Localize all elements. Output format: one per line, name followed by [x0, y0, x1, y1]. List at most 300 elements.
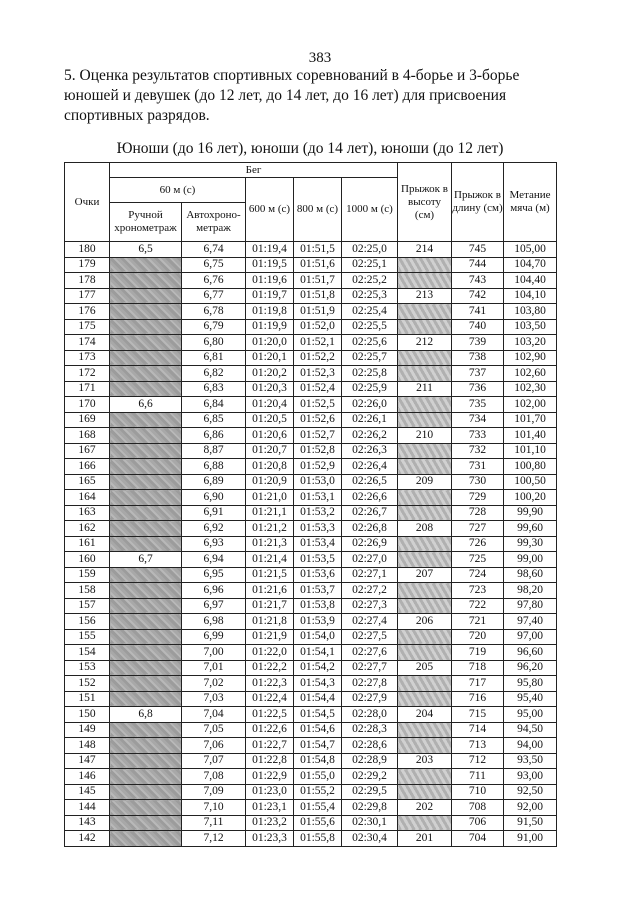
ball-throw-cell: 94,50	[504, 722, 557, 738]
high-jump-cell: 211	[398, 381, 452, 397]
time-1000m-cell: 02:26,8	[342, 521, 398, 537]
points-cell: 146	[65, 769, 110, 785]
ball-throw-cell: 102,30	[504, 381, 557, 397]
time-1000m-cell: 02:27,6	[342, 645, 398, 661]
long-jump-cell: 711	[452, 769, 504, 785]
time-600m-cell: 01:21,0	[246, 490, 294, 506]
high-jump-cell: 212	[398, 335, 452, 351]
points-cell: 162	[65, 521, 110, 537]
table-row	[65, 521, 557, 537]
time-800m-cell: 01:55,2	[294, 784, 342, 800]
auto-time-cell: 6,89	[182, 474, 246, 490]
auto-time-cell: 6,86	[182, 428, 246, 444]
time-600m-cell: 01:20,7	[246, 443, 294, 459]
time-600m-cell: 01:23,1	[246, 800, 294, 816]
long-jump-cell: 714	[452, 722, 504, 738]
time-800m-cell: 01:52,2	[294, 350, 342, 366]
time-800m-cell: 01:53,3	[294, 521, 342, 537]
auto-time-cell: 6,78	[182, 304, 246, 320]
long-jump-cell: 729	[452, 490, 504, 506]
long-jump-cell: 733	[452, 428, 504, 444]
time-1000m-cell: 02:26,5	[342, 474, 398, 490]
manual-time-cell	[110, 304, 182, 320]
long-jump-cell: 727	[452, 521, 504, 537]
points-cell: 159	[65, 567, 110, 583]
time-800m-cell: 01:51,5	[294, 242, 342, 258]
long-jump-cell: 737	[452, 366, 504, 382]
high-jump-cell	[398, 738, 452, 754]
manual-time-cell	[110, 660, 182, 676]
time-600m-cell: 01:20,1	[246, 350, 294, 366]
manual-time-cell	[110, 676, 182, 692]
auto-time-cell: 7,06	[182, 738, 246, 754]
ball-throw-cell: 103,20	[504, 335, 557, 351]
header-1000m: 1000 м (с)	[342, 178, 398, 242]
time-1000m-cell: 02:25,9	[342, 381, 398, 397]
auto-time-cell: 6,99	[182, 629, 246, 645]
manual-time-cell	[110, 645, 182, 661]
points-cell: 165	[65, 474, 110, 490]
points-cell: 171	[65, 381, 110, 397]
time-1000m-cell: 02:25,5	[342, 319, 398, 335]
time-1000m-cell: 02:27,5	[342, 629, 398, 645]
ball-throw-cell: 101,40	[504, 428, 557, 444]
auto-time-cell: 7,01	[182, 660, 246, 676]
table-row	[65, 319, 557, 335]
time-800m-cell: 01:55,4	[294, 800, 342, 816]
high-jump-cell: 210	[398, 428, 452, 444]
ball-throw-cell: 103,50	[504, 319, 557, 335]
time-800m-cell: 01:54,3	[294, 676, 342, 692]
time-1000m-cell: 02:29,8	[342, 800, 398, 816]
points-cell: 156	[65, 614, 110, 630]
high-jump-cell	[398, 583, 452, 599]
long-jump-cell: 735	[452, 397, 504, 413]
auto-time-cell: 6,83	[182, 381, 246, 397]
ball-throw-cell: 95,40	[504, 691, 557, 707]
ball-throw-cell: 96,20	[504, 660, 557, 676]
long-jump-cell: 742	[452, 288, 504, 304]
manual-time-cell	[110, 428, 182, 444]
table-row	[65, 769, 557, 785]
table-row	[65, 397, 557, 413]
time-800m-cell: 01:53,0	[294, 474, 342, 490]
table-row	[65, 629, 557, 645]
auto-time-cell: 6,75	[182, 257, 246, 273]
high-jump-cell: 207	[398, 567, 452, 583]
time-800m-cell: 01:53,2	[294, 505, 342, 521]
time-1000m-cell: 02:25,7	[342, 350, 398, 366]
manual-time-cell	[110, 769, 182, 785]
points-cell: 168	[65, 428, 110, 444]
manual-time-cell	[110, 381, 182, 397]
points-cell: 179	[65, 257, 110, 273]
time-1000m-cell: 02:26,9	[342, 536, 398, 552]
header-auto-timing: Автохроно-метраж	[182, 203, 246, 242]
time-800m-cell: 01:52,8	[294, 443, 342, 459]
points-cell: 169	[65, 412, 110, 428]
time-1000m-cell: 02:27,8	[342, 676, 398, 692]
points-cell: 164	[65, 490, 110, 506]
auto-time-cell: 6,95	[182, 567, 246, 583]
auto-time-cell: 6,76	[182, 273, 246, 289]
auto-time-cell: 6,85	[182, 412, 246, 428]
table-row	[65, 567, 557, 583]
long-jump-cell: 736	[452, 381, 504, 397]
time-600m-cell: 01:22,5	[246, 707, 294, 723]
auto-time-cell: 6,81	[182, 350, 246, 366]
time-800m-cell: 01:52,9	[294, 459, 342, 475]
ball-throw-cell: 102,60	[504, 366, 557, 382]
time-800m-cell: 01:53,1	[294, 490, 342, 506]
ball-throw-cell: 93,50	[504, 753, 557, 769]
table-row	[65, 722, 557, 738]
long-jump-cell: 718	[452, 660, 504, 676]
auto-time-cell: 6,80	[182, 335, 246, 351]
ball-throw-cell: 91,00	[504, 831, 557, 847]
table-row	[65, 784, 557, 800]
points-cell: 178	[65, 273, 110, 289]
manual-time-cell	[110, 521, 182, 537]
time-1000m-cell: 02:26,7	[342, 505, 398, 521]
ball-throw-cell: 101,10	[504, 443, 557, 459]
time-600m-cell: 01:20,2	[246, 366, 294, 382]
manual-time-cell	[110, 753, 182, 769]
ball-throw-cell: 98,20	[504, 583, 557, 599]
table-row	[65, 831, 557, 847]
time-800m-cell: 01:54,1	[294, 645, 342, 661]
time-1000m-cell: 02:27,3	[342, 598, 398, 614]
ball-throw-cell: 104,40	[504, 273, 557, 289]
table-row	[65, 288, 557, 304]
long-jump-cell: 713	[452, 738, 504, 754]
high-jump-cell: 206	[398, 614, 452, 630]
points-cell: 170	[65, 397, 110, 413]
table-row	[65, 753, 557, 769]
table-row	[65, 552, 557, 568]
points-cell: 163	[65, 505, 110, 521]
long-jump-cell: 706	[452, 815, 504, 831]
time-1000m-cell: 02:27,2	[342, 583, 398, 599]
time-1000m-cell: 02:29,5	[342, 784, 398, 800]
high-jump-cell	[398, 552, 452, 568]
ball-throw-cell: 95,00	[504, 707, 557, 723]
time-1000m-cell: 02:27,9	[342, 691, 398, 707]
time-800m-cell: 01:54,4	[294, 691, 342, 707]
high-jump-cell	[398, 397, 452, 413]
header-run: Бег	[110, 163, 398, 178]
points-cell: 145	[65, 784, 110, 800]
time-800m-cell: 01:54,0	[294, 629, 342, 645]
header-high-jump: Прыжок в высоту (см)	[398, 163, 452, 242]
time-800m-cell: 01:52,0	[294, 319, 342, 335]
long-jump-cell: 721	[452, 614, 504, 630]
long-jump-cell: 725	[452, 552, 504, 568]
manual-time-cell: 6,8	[110, 707, 182, 723]
table-row	[65, 614, 557, 630]
time-1000m-cell: 02:27,4	[342, 614, 398, 630]
points-cell: 160	[65, 552, 110, 568]
auto-time-cell: 6,92	[182, 521, 246, 537]
results-table	[64, 162, 557, 847]
manual-time-cell	[110, 505, 182, 521]
points-cell: 142	[65, 831, 110, 847]
ball-throw-cell: 94,00	[504, 738, 557, 754]
time-600m-cell: 01:20,8	[246, 459, 294, 475]
points-cell: 152	[65, 676, 110, 692]
long-jump-cell: 732	[452, 443, 504, 459]
manual-time-cell	[110, 257, 182, 273]
table-row	[65, 443, 557, 459]
time-1000m-cell: 02:28,3	[342, 722, 398, 738]
points-cell: 180	[65, 242, 110, 258]
time-600m-cell: 01:22,0	[246, 645, 294, 661]
auto-time-cell: 7,12	[182, 831, 246, 847]
manual-time-cell	[110, 319, 182, 335]
high-jump-cell: 201	[398, 831, 452, 847]
ball-throw-cell: 102,00	[504, 397, 557, 413]
time-1000m-cell: 02:25,8	[342, 366, 398, 382]
manual-time-cell	[110, 350, 182, 366]
high-jump-cell	[398, 366, 452, 382]
points-cell: 161	[65, 536, 110, 552]
time-1000m-cell: 02:30,1	[342, 815, 398, 831]
points-cell: 176	[65, 304, 110, 320]
points-cell: 154	[65, 645, 110, 661]
long-jump-cell: 719	[452, 645, 504, 661]
time-600m-cell: 01:20,6	[246, 428, 294, 444]
manual-time-cell: 6,6	[110, 397, 182, 413]
long-jump-cell: 743	[452, 273, 504, 289]
ball-throw-cell: 98,60	[504, 567, 557, 583]
high-jump-cell	[398, 815, 452, 831]
manual-time-cell	[110, 691, 182, 707]
high-jump-cell	[398, 536, 452, 552]
table-row	[65, 800, 557, 816]
header-sprint-60: 60 м (с)	[110, 178, 246, 203]
manual-time-cell	[110, 567, 182, 583]
auto-time-cell: 7,02	[182, 676, 246, 692]
time-1000m-cell: 02:25,6	[342, 335, 398, 351]
points-cell: 143	[65, 815, 110, 831]
manual-time-cell	[110, 815, 182, 831]
time-600m-cell: 01:22,4	[246, 691, 294, 707]
time-1000m-cell: 02:28,9	[342, 753, 398, 769]
points-cell: 148	[65, 738, 110, 754]
auto-time-cell: 6,77	[182, 288, 246, 304]
long-jump-cell: 715	[452, 707, 504, 723]
high-jump-cell	[398, 319, 452, 335]
manual-time-cell: 6,7	[110, 552, 182, 568]
long-jump-cell: 712	[452, 753, 504, 769]
high-jump-cell	[398, 304, 452, 320]
long-jump-cell: 730	[452, 474, 504, 490]
time-1000m-cell: 02:25,2	[342, 273, 398, 289]
long-jump-cell: 710	[452, 784, 504, 800]
manual-time-cell	[110, 335, 182, 351]
long-jump-cell: 716	[452, 691, 504, 707]
auto-time-cell: 7,07	[182, 753, 246, 769]
high-jump-cell	[398, 722, 452, 738]
high-jump-cell	[398, 784, 452, 800]
table-row	[65, 366, 557, 382]
time-1000m-cell: 02:29,2	[342, 769, 398, 785]
header-long-jump: Прыжок в длину (см)	[452, 163, 504, 242]
manual-time-cell	[110, 536, 182, 552]
auto-time-cell: 7,04	[182, 707, 246, 723]
high-jump-cell: 214	[398, 242, 452, 258]
time-800m-cell: 01:52,7	[294, 428, 342, 444]
time-1000m-cell: 02:28,6	[342, 738, 398, 754]
long-jump-cell: 745	[452, 242, 504, 258]
long-jump-cell: 717	[452, 676, 504, 692]
header-600m: 600 м (с)	[246, 178, 294, 242]
auto-time-cell: 7,00	[182, 645, 246, 661]
table-row	[65, 381, 557, 397]
points-cell: 153	[65, 660, 110, 676]
high-jump-cell	[398, 459, 452, 475]
points-cell: 157	[65, 598, 110, 614]
time-600m-cell: 01:22,8	[246, 753, 294, 769]
time-600m-cell: 01:19,5	[246, 257, 294, 273]
auto-time-cell: 6,84	[182, 397, 246, 413]
time-600m-cell: 01:20,3	[246, 381, 294, 397]
auto-time-cell: 6,88	[182, 459, 246, 475]
time-800m-cell: 01:53,8	[294, 598, 342, 614]
time-1000m-cell: 02:25,0	[342, 242, 398, 258]
time-600m-cell: 01:22,6	[246, 722, 294, 738]
long-jump-cell: 704	[452, 831, 504, 847]
auto-time-cell: 7,05	[182, 722, 246, 738]
time-600m-cell: 01:22,3	[246, 676, 294, 692]
time-1000m-cell: 02:27,0	[342, 552, 398, 568]
time-1000m-cell: 02:27,7	[342, 660, 398, 676]
manual-time-cell: 6,5	[110, 242, 182, 258]
table-subtitle: Юноши (до 16 лет), юноши (до 14 лет), юноши (до 12 лет)	[116, 140, 504, 157]
header-points: Очки	[65, 163, 110, 242]
high-jump-cell	[398, 443, 452, 459]
table-row	[65, 536, 557, 552]
manual-time-cell	[110, 800, 182, 816]
table-row	[65, 412, 557, 428]
time-600m-cell: 01:22,2	[246, 660, 294, 676]
manual-time-cell	[110, 474, 182, 490]
time-600m-cell: 01:21,7	[246, 598, 294, 614]
table-row	[65, 428, 557, 444]
auto-time-cell: 6,79	[182, 319, 246, 335]
time-1000m-cell: 02:26,6	[342, 490, 398, 506]
auto-time-cell: 8,87	[182, 443, 246, 459]
time-600m-cell: 01:21,5	[246, 567, 294, 583]
manual-time-cell	[110, 598, 182, 614]
table-row	[65, 691, 557, 707]
auto-time-cell: 6,98	[182, 614, 246, 630]
high-jump-cell: 203	[398, 753, 452, 769]
page-number: 383	[308, 50, 332, 66]
ball-throw-cell: 96,60	[504, 645, 557, 661]
long-jump-cell: 728	[452, 505, 504, 521]
time-1000m-cell: 02:26,4	[342, 459, 398, 475]
high-jump-cell: 209	[398, 474, 452, 490]
time-1000m-cell: 02:26,3	[342, 443, 398, 459]
ball-throw-cell: 103,80	[504, 304, 557, 320]
manual-time-cell	[110, 366, 182, 382]
auto-time-cell: 6,74	[182, 242, 246, 258]
high-jump-cell	[398, 769, 452, 785]
points-cell: 149	[65, 722, 110, 738]
time-800m-cell: 01:51,9	[294, 304, 342, 320]
table-row	[65, 660, 557, 676]
time-600m-cell: 01:19,9	[246, 319, 294, 335]
manual-time-cell	[110, 443, 182, 459]
header-800m: 800 м (с)	[294, 178, 342, 242]
time-1000m-cell: 02:26,1	[342, 412, 398, 428]
auto-time-cell: 6,94	[182, 552, 246, 568]
manual-time-cell	[110, 722, 182, 738]
time-800m-cell: 01:52,4	[294, 381, 342, 397]
long-jump-cell: 741	[452, 304, 504, 320]
time-800m-cell: 01:53,4	[294, 536, 342, 552]
high-jump-cell: 204	[398, 707, 452, 723]
table-row	[65, 738, 557, 754]
points-cell: 150	[65, 707, 110, 723]
time-600m-cell: 01:20,5	[246, 412, 294, 428]
ball-throw-cell: 104,70	[504, 257, 557, 273]
ball-throw-cell: 100,50	[504, 474, 557, 490]
points-cell: 167	[65, 443, 110, 459]
long-jump-cell: 744	[452, 257, 504, 273]
ball-throw-cell: 102,90	[504, 350, 557, 366]
high-jump-cell	[398, 629, 452, 645]
time-800m-cell: 01:52,1	[294, 335, 342, 351]
high-jump-cell	[398, 598, 452, 614]
time-600m-cell: 01:21,6	[246, 583, 294, 599]
time-1000m-cell: 02:27,1	[342, 567, 398, 583]
manual-time-cell	[110, 288, 182, 304]
manual-time-cell	[110, 831, 182, 847]
high-jump-cell	[398, 490, 452, 506]
long-jump-cell: 739	[452, 335, 504, 351]
table-row	[65, 242, 557, 258]
results-table-body	[65, 242, 557, 847]
time-600m-cell: 01:23,2	[246, 815, 294, 831]
high-jump-cell: 213	[398, 288, 452, 304]
header-manual-timing: Ручной хронометраж	[110, 203, 182, 242]
long-jump-cell: 708	[452, 800, 504, 816]
ball-throw-cell: 99,90	[504, 505, 557, 521]
high-jump-cell: 202	[398, 800, 452, 816]
auto-time-cell: 7,03	[182, 691, 246, 707]
table-row	[65, 350, 557, 366]
ball-throw-cell: 104,10	[504, 288, 557, 304]
auto-time-cell: 7,09	[182, 784, 246, 800]
high-jump-cell: 205	[398, 660, 452, 676]
table-row	[65, 490, 557, 506]
auto-time-cell: 6,82	[182, 366, 246, 382]
time-800m-cell: 01:53,7	[294, 583, 342, 599]
time-600m-cell: 01:21,2	[246, 521, 294, 537]
ball-throw-cell: 92,50	[504, 784, 557, 800]
high-jump-cell	[398, 505, 452, 521]
auto-time-cell: 6,96	[182, 583, 246, 599]
time-600m-cell: 01:21,1	[246, 505, 294, 521]
manual-time-cell	[110, 412, 182, 428]
points-cell: 174	[65, 335, 110, 351]
header-ball-throw: Метание мяча (м)	[504, 163, 557, 242]
time-800m-cell: 01:55,0	[294, 769, 342, 785]
points-cell: 172	[65, 366, 110, 382]
ball-throw-cell: 97,80	[504, 598, 557, 614]
